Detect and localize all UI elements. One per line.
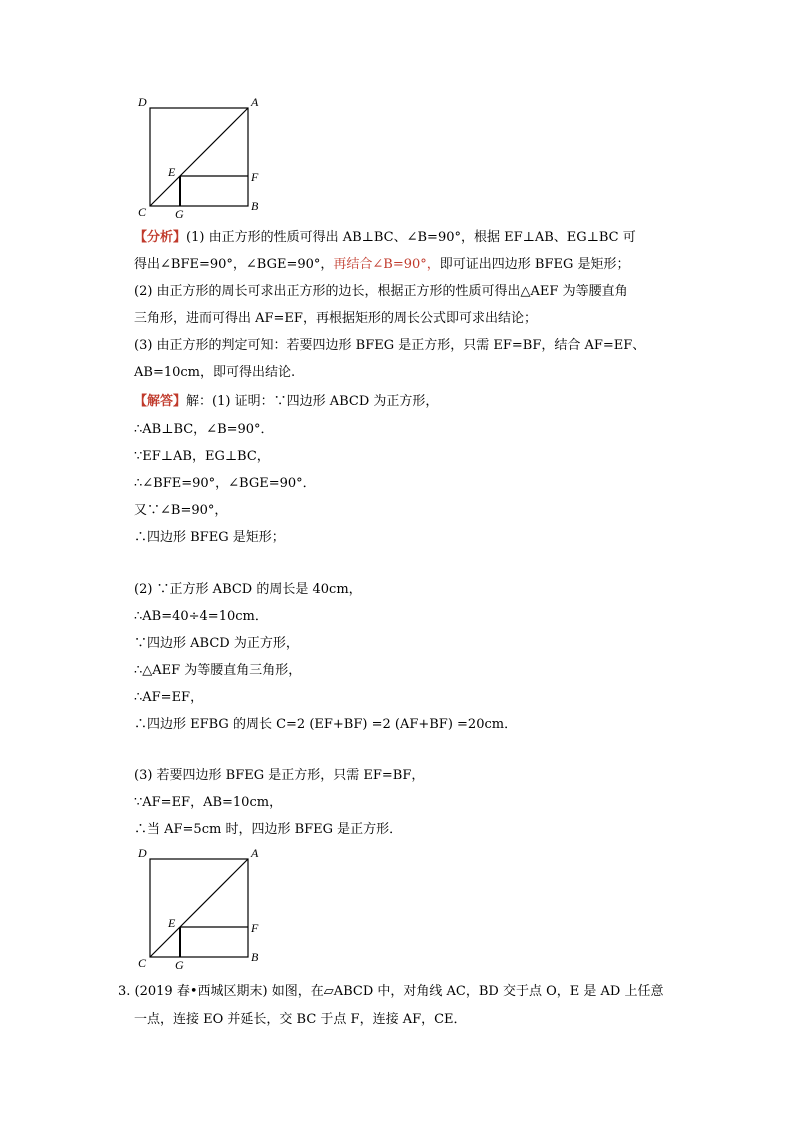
solution-line-12: ∴四边形 EFBG 的周长 C=2 (EF+BF) =2 (AF+BF) =20cm． [134, 717, 518, 732]
solution-line-15: ∴当 AF=5cm 时，四边形 BFEG 是正方形． [134, 822, 403, 837]
analysis-text-2c: 即可证出四边形 BFEG 是矩形； [439, 257, 630, 272]
analysis-line-2 [134, 255, 674, 275]
solution-line-11: ∴AF=EF， [134, 690, 204, 705]
label-d-2: D [138, 846, 147, 860]
label-d: D [138, 95, 147, 109]
analysis-text-2a: 得出∠BFE=90°，∠BGE=90°， [134, 257, 334, 272]
square-diagram [134, 94, 264, 219]
solution-line-10: ∴△AEF 为等腰直角三角形， [134, 663, 302, 678]
solution-line-13: (3) 若要四边形 BFEG 是正方形，只需 EF=BF， [134, 768, 425, 783]
label-g: G [175, 207, 184, 221]
label-f-2: F [251, 921, 259, 935]
label-f: F [251, 170, 259, 184]
analysis-line-4: 三角形，进而可得出 AF=EF，再根据矩形的周长公式即可求出结论； [134, 311, 537, 326]
solution-line-8: ∴AB=40÷4=10cm． [134, 609, 268, 624]
diagonal-ac-2 [150, 859, 248, 957]
diagonal-ac [150, 108, 248, 206]
analysis-tag: 【分析】 [134, 230, 187, 245]
label-e: E [168, 165, 176, 179]
analysis-text-1: (1) 由正方形的性质可得出 AB⊥BC、∠B=90°，根据 EF⊥AB、EG⊥BC 可 [186, 230, 636, 245]
analysis-line-5: (3) 由正方形的判定可知：若要四边形 BFEG 是正方形，只需 EF=BF，结合 AF=EF、 [134, 338, 646, 353]
solution-line-1 [134, 392, 674, 412]
label-a: A [251, 95, 259, 109]
solution-tag: 【解答】 [134, 394, 187, 409]
label-g-2: G [175, 958, 184, 972]
label-b: B [251, 199, 259, 213]
analysis-line-6: AB=10cm，即可得出结论. [134, 365, 296, 380]
square-figure-top [134, 94, 264, 219]
label-a-2: A [251, 846, 259, 860]
solution-line-7: (2) ∵正方形 ABCD 的周长是 40cm， [134, 582, 362, 597]
solution-line-9: ∵四边形 ABCD 为正方形， [134, 636, 299, 651]
label-b-2: B [251, 950, 259, 964]
analysis-text-2b: 再结合∠B=90°， [333, 257, 440, 272]
question-3-line-1: 3. (2019 春•西城区期末) 如图，在▱ABCD 中，对角线 AC，BD 交于点 O，E 是 AD 上任意 [118, 984, 664, 999]
square-figure-bottom [134, 845, 264, 970]
question-3-line-2: 一点，连接 EO 并延长，交 BC 于点 F，连接 AF，CE． [134, 1012, 467, 1027]
square-diagram-2 [134, 845, 264, 970]
solution-line-5: 又∵∠B=90°， [134, 503, 228, 518]
analysis-line-3: (2) 由正方形的周长可求出正方形的边长，根据正方形的性质可得出△AEF 为等腰直角 [134, 284, 628, 299]
analysis-line-1 [134, 228, 674, 248]
label-c-2: C [138, 956, 147, 970]
solution-line-3: ∵EF⊥AB，EG⊥BC， [134, 449, 270, 464]
solution-line-2: ∴AB⊥BC，∠B=90°． [134, 422, 274, 437]
solution-text-1: 解：(1) 证明：∵四边形 ABCD 为正方形， [186, 394, 439, 409]
solution-line-4: ∴∠BFE=90°，∠BGE=90°． [134, 476, 316, 491]
label-c: C [138, 205, 147, 219]
label-e-2: E [168, 916, 176, 930]
solution-line-6: ∴四边形 BFEG 是矩形； [134, 530, 285, 545]
solution-line-14: ∵AF=EF，AB=10cm， [134, 795, 283, 810]
